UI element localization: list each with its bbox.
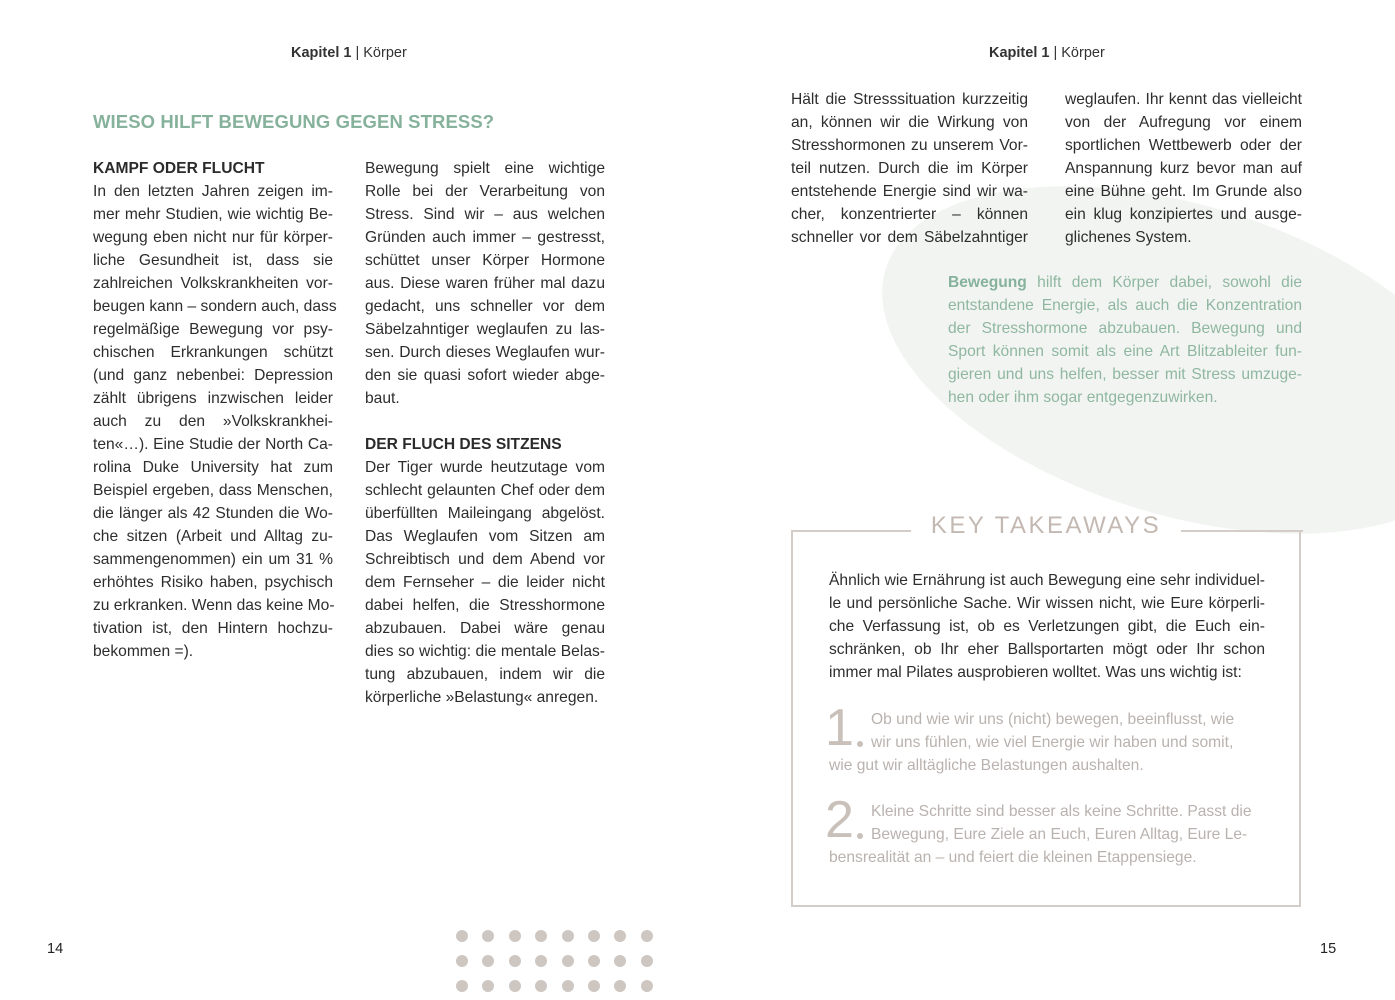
dot-icon xyxy=(562,930,574,942)
text-line: schlecht gelaunten Chef oder dem xyxy=(365,482,605,499)
dot-icon xyxy=(641,955,653,967)
text-line: Sport können somit als eine Art Blitzableiter fun- xyxy=(948,343,1302,360)
dot-icon xyxy=(456,980,468,992)
dot-icon xyxy=(588,955,600,967)
text-line: wir uns fühlen, wie viel Energie wir haben und somit, xyxy=(871,734,1234,751)
text-line: schränken, ob Ihr eher Ballsportarten mögt oder Ihr schon xyxy=(829,641,1265,658)
text-line: ten«…). Eine Studie der North Ca- xyxy=(93,436,333,453)
text-line: mer mehr Studien, wie wichtig Be- xyxy=(93,206,333,223)
dot-icon xyxy=(482,955,494,967)
dot-icon xyxy=(562,980,574,992)
text-line: che sitzen (Arbeit und Alltag zu- xyxy=(93,528,333,545)
page-number: 14 xyxy=(47,941,64,957)
text-line: weglaufen. Ihr kennt das vielleicht xyxy=(1065,91,1302,108)
left-column-1 xyxy=(93,157,337,663)
text-line: Bewegung spielt eine wichtige xyxy=(365,160,605,177)
dot-icon xyxy=(456,955,468,967)
dot-icon xyxy=(509,930,521,942)
text-line: die länger als 42 Stunden die Wo- xyxy=(93,505,333,522)
bullet-dot-icon xyxy=(857,833,863,839)
text-line: eine Bühne geht. Im Grunde also xyxy=(1065,183,1302,200)
text-line: der Stresshormone abzubauen. Bewegung und xyxy=(948,320,1302,337)
text-line: den sie quasi sofort wieder abge- xyxy=(365,367,605,384)
highlight-text: hilft dem Körper dabei, sowohl die xyxy=(1026,274,1302,291)
dot-icon xyxy=(535,955,547,967)
dot-icon xyxy=(614,930,626,942)
text-line: sportlichen Wettbewerb oder der xyxy=(1065,137,1302,154)
text-line: teil nutzen. Durch die im Körper xyxy=(791,160,1028,177)
text-line: Ähnlich wie Ernährung ist auch Bewegung eine sehr individuel- xyxy=(829,572,1265,589)
paragraph xyxy=(1065,88,1302,249)
text-line: che Verfassung ist, ob es Verletzungen gibt, die Euch ein- xyxy=(829,618,1265,635)
text-line: bekommen =). xyxy=(93,643,194,660)
text-line: Der Tiger wurde heutzutage vom xyxy=(365,459,605,476)
text-line: zahlreichen Volkskrankheiten vor- xyxy=(93,275,333,292)
text-line: ein klug konzipiertes und ausge- xyxy=(1065,206,1302,223)
running-head xyxy=(291,45,407,61)
right-column-2 xyxy=(1065,88,1302,249)
text-line: hen oder ihm sogar entgegenzuwirken. xyxy=(948,389,1218,406)
text-line xyxy=(948,271,1302,294)
text-line: Säbelzahntiger weglaufen zu las- xyxy=(365,321,605,338)
dot-icon xyxy=(562,955,574,967)
dot-icon xyxy=(588,930,600,942)
box-border-segment xyxy=(791,530,911,532)
right-column-1 xyxy=(791,88,1028,249)
takeaway-item xyxy=(825,699,1269,777)
text-line: zu erkranken. Wenn das keine Mo- xyxy=(93,597,335,614)
text-line: Ob und wie wir uns (nicht) bewegen, beeinflusst, wie xyxy=(871,711,1235,728)
text-line: Stress. Sind wir – aus welchen xyxy=(365,206,605,223)
takeaway-number: 2 xyxy=(825,791,854,849)
text-line: abzubauen. Dabei wäre genau xyxy=(365,620,605,637)
subheading-kampf-oder-flucht: KAMPF ODER FLUCHT xyxy=(93,160,265,177)
text-line: entstandene Energie, als auch die Konzentration xyxy=(948,297,1302,314)
dot-icon xyxy=(614,980,626,992)
text-line: baut. xyxy=(365,390,400,407)
highlight-quote xyxy=(948,271,1302,409)
key-takeaways-title: KEY TAKEAWAYS xyxy=(930,512,1162,539)
dot-icon xyxy=(535,980,547,992)
text-line: zählt übrigens inzwischen leider xyxy=(93,390,333,407)
key-takeaways-intro xyxy=(829,569,1265,684)
box-border-segment xyxy=(1181,530,1303,532)
dot-icon xyxy=(456,930,468,942)
text-line: le und persönliche Sache. Wir wissen nicht, wie Eure körperli- xyxy=(829,595,1265,612)
chapter-label: Kapitel 1 xyxy=(291,45,352,61)
section-label: Körper xyxy=(1061,45,1105,61)
text-line: glichenes System. xyxy=(1065,229,1192,246)
text-line: regelmäßige Bewegung vor psy- xyxy=(93,321,333,338)
section-title: WIESO HILFT BEWEGUNG GEGEN STRESS? xyxy=(93,111,495,132)
dot-icon xyxy=(588,980,600,992)
paragraph xyxy=(365,157,605,410)
text-line: entstehende Energie sind wir wa- xyxy=(791,183,1028,200)
text-line: rolina Duke University hat zum xyxy=(93,459,333,476)
text-line: Anspannung kurz bevor man auf xyxy=(1065,160,1302,177)
text-line: Das Weglaufen vom Sitzen am xyxy=(365,528,605,545)
text-line: tung abzubauen, indem wir die xyxy=(365,666,605,683)
dot-icon xyxy=(641,930,653,942)
left-column-2 xyxy=(365,157,605,709)
text-line: wegung eben nicht nur für körper- xyxy=(93,229,333,246)
text-line: sammengenommen) ein um 31 % xyxy=(93,551,333,568)
text-line: dabei helfen, die Stresshormone xyxy=(365,597,605,614)
text-line: chischen Erkrankungen schützt xyxy=(93,344,333,361)
text-line: dem Fernseher – die leider nicht xyxy=(365,574,605,591)
text-line: Rolle bei der Verarbeitung von xyxy=(365,183,605,200)
dot-grid-decoration xyxy=(456,930,653,992)
text-line: tivation ist, den Hintern hochzu- xyxy=(93,620,333,637)
text-line: immer mal Pilates ausprobieren wolltet. Was uns wichtig ist: xyxy=(829,664,1242,681)
text-line: sen. Durch dieses Weglaufen wur- xyxy=(365,344,605,361)
running-head-separator: | xyxy=(351,45,364,61)
text-line: In den letzten Jahren zeigen im- xyxy=(93,183,333,200)
text-line: aus. Diese waren früher mal dazu xyxy=(365,275,605,292)
paragraph xyxy=(365,456,605,709)
text-line: wie gut wir alltägliche Belastungen aushalten. xyxy=(829,757,1144,774)
highlight-bold-word: Bewegung xyxy=(948,274,1027,291)
paragraph xyxy=(93,180,337,663)
text-line: Schreibtisch und dem Abend vor xyxy=(365,551,605,568)
bullet-dot-icon xyxy=(857,741,863,747)
text-line: Gründen auch immer – gestresst, xyxy=(365,229,605,246)
text-line: cher, konzentrierter – können xyxy=(791,206,1028,223)
text-line: Stresshormonen zu unserem Vor- xyxy=(791,137,1028,154)
dot-icon xyxy=(509,955,521,967)
text-line: an, können wir die Wirkung von xyxy=(791,114,1028,131)
text-line: körperliche »Belastung« anregen. xyxy=(365,689,599,706)
text-line: dies so wichtig: die mentale Belas- xyxy=(365,643,605,660)
dot-icon xyxy=(482,930,494,942)
text-line: (und ganz nebenbei: Depression xyxy=(93,367,333,384)
text-line: gieren und uns helfen, besser mit Stress umzuge- xyxy=(948,366,1302,383)
text-line: Beispiel ergeben, dass Menschen, xyxy=(93,482,333,499)
text-line: beugen kann – sondern auch, dass xyxy=(93,298,337,315)
dot-icon xyxy=(641,980,653,992)
takeaway-number: 1 xyxy=(825,699,854,757)
left-page xyxy=(0,0,697,1000)
text-line: erhöhtes Risiko haben, psychisch xyxy=(93,574,333,591)
page-number: 15 xyxy=(1320,941,1337,957)
text-line: schüttet unser Körper Hormone xyxy=(365,252,605,269)
subheading-fluch-des-sitzens: DER FLUCH DES SITZENS xyxy=(365,436,562,453)
text-line: Kleine Schritte sind besser als keine Schritte. Passt die xyxy=(871,803,1252,820)
dot-icon xyxy=(535,930,547,942)
text-line: Hält die Stresssituation kurzzeitig xyxy=(791,91,1028,108)
dot-icon xyxy=(482,980,494,992)
right-page xyxy=(697,0,1395,1000)
paragraph xyxy=(791,88,1028,249)
text-line: bensrealität an – und feiert die kleinen Etappensiege. xyxy=(829,849,1197,866)
text-line: liche Gesundheit ist, dass sie xyxy=(93,252,333,269)
running-head xyxy=(989,45,1105,61)
text-line: von der Aufregung vor einem xyxy=(1065,114,1302,131)
dot-icon xyxy=(614,955,626,967)
text-line: gedacht, uns schneller vor dem xyxy=(365,298,605,315)
running-head-separator: | xyxy=(1049,45,1062,61)
dot-icon xyxy=(509,980,521,992)
section-label: Körper xyxy=(363,45,407,61)
text-line: Bewegung, Eure Ziele an Euch, Euren Alltag, Eure Le- xyxy=(871,826,1248,843)
text-line: auch zu den »Volkskrankhei- xyxy=(93,413,333,430)
takeaway-item xyxy=(825,791,1269,869)
text-line: überfüllten Maileingang abgelöst. xyxy=(365,505,605,522)
text-line: schneller vor dem Säbelzahntiger xyxy=(791,229,1028,246)
chapter-label: Kapitel 1 xyxy=(989,45,1050,61)
